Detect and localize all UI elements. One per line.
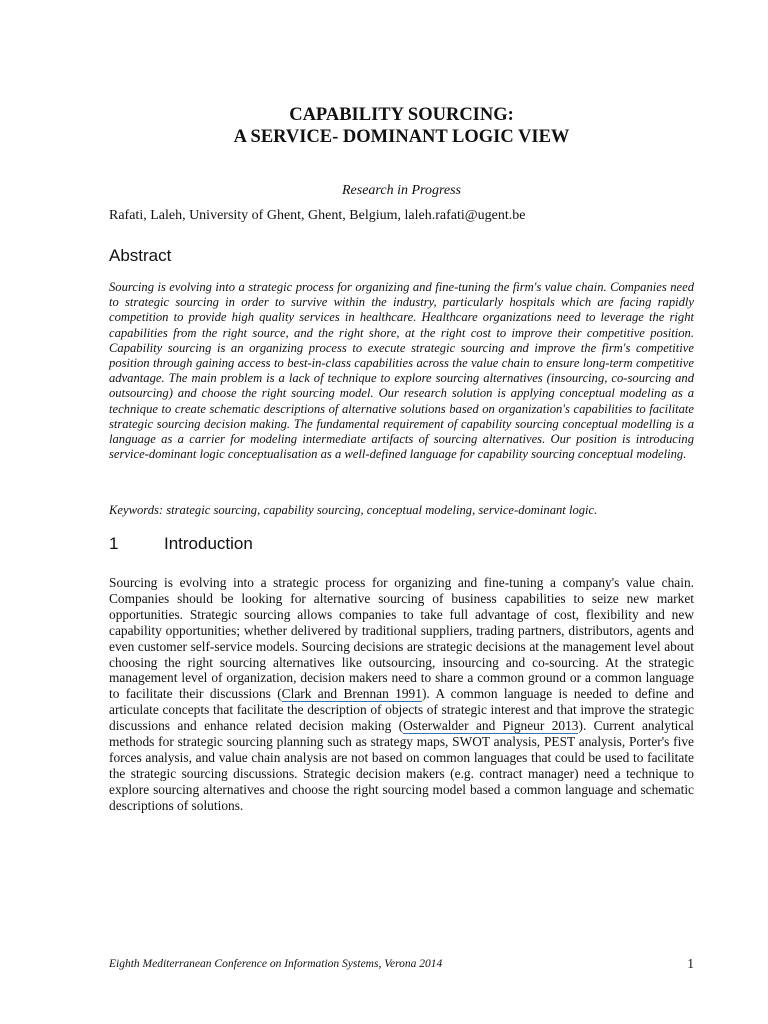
citation-link-clark-brennan[interactable]: Clark and Brennan 1991 — [281, 686, 422, 702]
intro-text-part-1: Sourcing is evolving into a strategic process for organizing and fine-tuning a company's value chain. Companies should be looking for alternative sourcing of business capabilities to seize new market opportunities. Strategic sourcing allows companies to take full advantage of cost, flexibility and new capability opportunities; whether delivered by traditional suppliers, trading partners, distributors, agents and even customer self-service models. Sourcing decisions are strategic decisions at the management level about choosing the right sourcing alternatives like outsourcing, insourcing and co-sourcing. At the strategic management level of organization, decision makers need to share a common ground or a common language to facilitate their discussions ( — [109, 575, 694, 702]
section-heading-introduction — [109, 534, 253, 554]
author-line: Rafati, Laleh, University of Ghent, Ghent, Belgium, laleh.rafati@ugent.be — [109, 208, 526, 223]
citation-link-osterwalder-pigneur[interactable]: Osterwalder and Pigneur 2013 — [403, 718, 579, 734]
section-number: 1 — [109, 534, 119, 553]
keywords: Keywords: strategic sourcing, capability sourcing, conceptual modeling, service-dominant logic. — [109, 503, 598, 517]
section-title: Introduction — [164, 534, 253, 553]
page-number: 1 — [687, 956, 694, 971]
title-line-1: CAPABILITY SOURCING: — [289, 105, 514, 125]
intro-text-part-3: ). Current analytical methods for strategic sourcing planning such as strategy maps, SWOT analysis, PEST analysis, Porter's five forces analysis, and value chain analysis are not based on common languages that could be used to facilitate the strategic sourcing discussions. Strategic decision makers (e.g. contract manager) need a technique to explore sourcing alternatives and choose the right sourcing model based a common language and schematic descriptions of solutions. — [109, 718, 694, 813]
intro-text-part-2: ). A common language is needed to define and articulate concepts that facilitate the description of objects of strategic interest and that improve the strategic discussions and enhance related decision making ( — [109, 686, 694, 734]
abstract-text: Sourcing is evolving into a strategic process for organizing and fine-tuning the firm's value chain. Companies need to strategic sourcing in order to survive within the industry, particularly hospitals which are facing rapidly competition to provide high quality services in healthcare. Healthcare organizations need to leverage the right capabilities from the right source, and the right shore, at the right cost to improve their competitive position. Capability sourcing is an organizing process to execute strategic sourcing and improve the firm's competitive position through gaining access to best-in-class capabilities across the value chain to ensure long-term competitive advantage. The main problem is a lack of technique to explore sourcing alternatives (insourcing, co-sourcing and outsourcing) and choose the right sourcing model. Our research solution is applying conceptual modeling as a technique to create schematic descriptions of alternative solutions based on organization's capabilities to facilitate strategic sourcing decision making. The fundamental requirement of capability sourcing conceptual modelling is a language as a carrier for modeling intermediate artifacts of sourcing alternatives. Our position is introducing service-dominant logic conceptualisation as a well-defined language for capability sourcing conceptual modeling. — [109, 280, 694, 462]
paper-title — [109, 104, 694, 148]
title-line-2: A SERVICE- DOMINANT LOGIC VIEW — [233, 127, 570, 147]
footer-conference: Eighth Mediterranean Conference on Information Systems, Verona 2014 — [109, 958, 443, 970]
paper-page — [109, 0, 694, 1024]
paper-subtitle: Research in Progress — [342, 183, 461, 198]
introduction-paragraph — [109, 575, 694, 814]
abstract-heading: Abstract — [109, 246, 172, 265]
